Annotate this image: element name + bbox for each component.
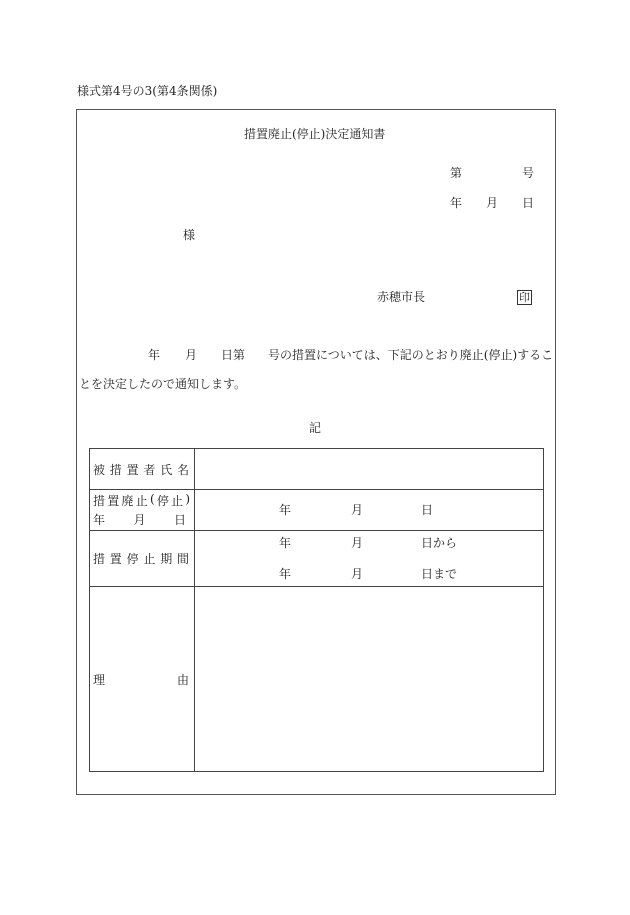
date-day: 日: [421, 503, 434, 517]
from-day: 日から: [421, 536, 458, 550]
label-char: 止: [135, 494, 148, 508]
body-line2: とを決定したので通知します。: [79, 377, 247, 391]
body-month: 月: [185, 348, 198, 362]
issuer-name: 赤穂市長: [377, 290, 426, 304]
table-row-recipient: [90, 449, 544, 490]
label-char: 名: [176, 462, 189, 477]
table-row-reason: [90, 587, 544, 772]
doc-number-prefix: 第: [450, 166, 463, 180]
reason-value[interactable]: [195, 587, 544, 772]
to-day: 日まで: [421, 567, 458, 581]
label-char: 期: [160, 552, 173, 566]
label-char: 止: [143, 552, 156, 566]
label-reason: [90, 587, 195, 772]
body-year: 年: [148, 348, 161, 362]
label-char: 停: [126, 552, 139, 566]
label-char: 年: [93, 513, 106, 527]
document-title: 措置廃止(停止)決定通知書: [244, 127, 386, 141]
label-char: 措: [109, 462, 122, 477]
record-table: [89, 448, 544, 772]
label-char: 置: [109, 552, 122, 566]
label-char: 停: [156, 494, 169, 508]
to-year: 年: [279, 567, 292, 581]
from-month: 月: [351, 536, 364, 550]
label-char: 氏: [160, 462, 173, 477]
date-month: 月: [351, 503, 364, 517]
label-char: (: [149, 492, 155, 506]
issue-date-year: 年: [450, 196, 463, 210]
label-suspension-period: [90, 531, 195, 587]
label-char: 理: [93, 672, 106, 687]
label-char: ): [185, 492, 190, 506]
label-char: 廃: [121, 494, 134, 508]
body-day-number: 日第: [221, 348, 246, 362]
body-line1-rest: 号の措置については、下記のとおり廃止(停止)するこ: [268, 348, 554, 362]
label-char: 日: [173, 513, 186, 527]
issue-date-month: 月: [486, 196, 499, 210]
label-abolition-date: [90, 490, 195, 531]
addressee-suffix: 様: [183, 228, 196, 242]
seal-mark: 印: [519, 291, 530, 304]
label-char: 由: [176, 672, 189, 687]
form-reference: 様式第4号の3(第4条関係): [77, 84, 218, 98]
date-year: 年: [279, 503, 292, 517]
recipient-name-value[interactable]: [195, 449, 544, 490]
label-char: 被: [93, 462, 106, 477]
label-char: 者: [143, 462, 156, 477]
label-char: 止: [171, 494, 184, 508]
label-char: 置: [126, 462, 139, 477]
table-row-suspension-period: [90, 531, 544, 587]
to-month: 月: [351, 567, 364, 581]
label-recipient-name: [90, 449, 195, 490]
label-char: 措: [93, 552, 106, 566]
suspension-period-value[interactable]: [195, 531, 544, 587]
table-row-abolition-date: [90, 490, 544, 531]
label-char: 月: [133, 513, 146, 527]
label-char: 間: [176, 552, 189, 566]
label-char: 措: [93, 494, 106, 508]
ki-heading: 記: [309, 421, 322, 435]
doc-number-suffix: 号: [522, 166, 535, 180]
from-year: 年: [279, 536, 292, 550]
label-char: 置: [107, 494, 120, 508]
issue-date-day: 日: [522, 196, 535, 210]
abolition-date-value[interactable]: [195, 490, 544, 531]
